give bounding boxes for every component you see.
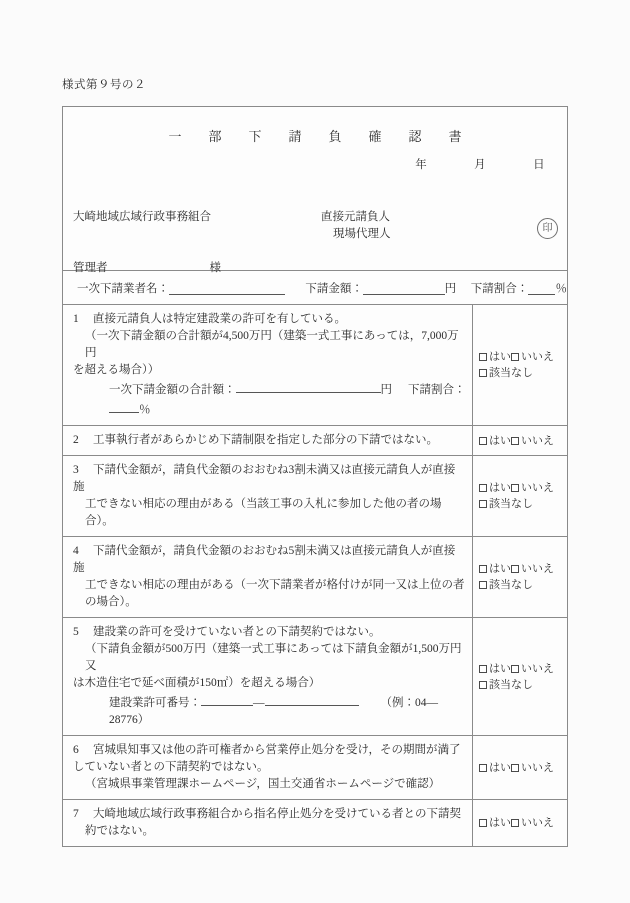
- question-1-text: [63, 305, 473, 425]
- question-5-text: [63, 618, 473, 735]
- q7-no-label: いいえ: [521, 817, 554, 829]
- question-5-line-1: 建設業の許可を受けていない者との下請契約ではない。: [93, 626, 381, 638]
- sub-amount-unit: 円: [444, 282, 457, 295]
- checkbox-q7-yes[interactable]: [479, 819, 487, 827]
- q1-total-input[interactable]: [236, 379, 381, 393]
- q1-yes-label: はい: [489, 351, 511, 363]
- addressee-organization: 大崎地域広域行政事務組合: [73, 211, 211, 223]
- q5-no-label: いいえ: [521, 662, 554, 675]
- checkbox-q5-yes[interactable]: [479, 665, 487, 673]
- checkbox-q3-yes[interactable]: [479, 484, 487, 492]
- q3-na-label: 該当なし: [489, 498, 533, 510]
- addressee-block: [73, 175, 221, 311]
- sub-amount-input[interactable]: [363, 281, 445, 295]
- q5-license-input-prefix[interactable]: [201, 692, 253, 706]
- question-3-line-2: 工できない相応の理由がある（当該工事の入札に参加した他の者の場合）。: [85, 498, 442, 527]
- question-3-line-1: 下請代金額が，請負代金額のおおむね3割未満又は直接元請負人が直接施: [73, 464, 456, 493]
- question-row-3: [63, 456, 567, 537]
- form-header-block: [63, 107, 567, 274]
- q2-yes-label: はい: [489, 434, 511, 447]
- form-number: 様式第９号の２: [62, 79, 146, 91]
- question-5-detail-line: [73, 692, 466, 729]
- question-5-line-3: は木造住宅で延べ面積が150㎡）を超える場合）: [73, 677, 321, 689]
- question-1-line-1: 直接元請負人は特定建設業の許可を有している。: [93, 313, 346, 325]
- addressee-honorific: 様: [209, 262, 221, 274]
- question-3-number: 3: [73, 464, 79, 476]
- q1-total-label: 一次下請金額の合計額：: [109, 384, 236, 396]
- q1-ratio-label: 下請割合：: [408, 384, 466, 396]
- addressee-role-row: [73, 260, 221, 277]
- question-5-line-2: （下請負金額が500万円（建築一式工事にあっては下請負金額が1,500万円又: [85, 643, 462, 672]
- question-row-2: [63, 426, 567, 456]
- seal-stamp-icon: 印: [537, 218, 558, 239]
- prime-contractor-label: 直接元請負人: [321, 211, 390, 223]
- q4-no-label: いいえ: [521, 563, 554, 575]
- question-7-text: [63, 800, 473, 846]
- q2-no-label: いいえ: [521, 434, 554, 447]
- question-7-number: 7: [73, 808, 79, 820]
- q5-yes-label: はい: [489, 662, 511, 675]
- q3-no-label: いいえ: [521, 482, 554, 494]
- checkbox-q5-na[interactable]: [479, 681, 487, 689]
- question-5-number: 5: [73, 626, 79, 638]
- question-row-4: [63, 537, 567, 618]
- question-1-detail-line: [73, 379, 466, 419]
- question-2-number: 2: [73, 434, 79, 446]
- checkbox-q3-na[interactable]: [479, 500, 487, 508]
- checkbox-q4-no[interactable]: [511, 565, 519, 573]
- checkbox-q6-yes[interactable]: [479, 764, 487, 772]
- question-2-answers: [473, 426, 567, 455]
- question-4-number: 4: [73, 545, 79, 557]
- question-row-1: [63, 305, 567, 426]
- question-2-line-1: 工事執行者があらかじめ下請制限を指定した部分の下請ではない。: [93, 434, 438, 446]
- question-4-text: [63, 537, 473, 617]
- question-4-answers: [473, 537, 567, 617]
- sub-name-label: 一次下請業者名：: [77, 282, 169, 295]
- q6-no-label: いいえ: [521, 761, 554, 774]
- page-title: 一 部 下 請 負 確 認 書: [168, 129, 469, 144]
- question-3-text: [63, 456, 473, 536]
- q5-license-label: 建設業許可番号：: [109, 697, 201, 709]
- question-6-line-2: していない者との下請契約ではない。: [73, 761, 269, 773]
- checkbox-q5-no[interactable]: [511, 665, 519, 673]
- question-2-text: [63, 426, 473, 455]
- q7-yes-label: はい: [489, 817, 511, 829]
- date-line: 年 月 日: [415, 159, 545, 171]
- contractor-block: [321, 209, 391, 243]
- checkbox-q4-yes[interactable]: [479, 565, 487, 573]
- q5-license-separator: —: [253, 697, 265, 709]
- question-6-text: [63, 736, 473, 799]
- question-row-7: [63, 800, 567, 846]
- checkbox-q1-no[interactable]: [511, 353, 519, 361]
- checkbox-q1-yes[interactable]: [479, 353, 487, 361]
- q4-na-label: 該当なし: [489, 579, 533, 591]
- checkbox-q3-no[interactable]: [511, 484, 519, 492]
- sub-ratio-input[interactable]: [528, 281, 555, 295]
- question-7-answers: [473, 800, 567, 846]
- checkbox-q2-no[interactable]: [511, 437, 519, 445]
- question-4-line-2: 工できない相応の理由がある（一次下請業者が格付けが同一又は上位の者: [85, 579, 465, 591]
- question-1-number: 1: [73, 313, 79, 325]
- question-5-answers: [473, 618, 567, 735]
- q1-ratio-unit: ％: [139, 404, 151, 416]
- checkbox-q4-na[interactable]: [479, 581, 487, 589]
- sub-amount-label: 下請金額：: [305, 282, 363, 295]
- q3-yes-label: はい: [489, 482, 511, 494]
- question-4-line-1: 下請代金額が，請負代金額のおおむね5割未満又は直接元請負人が直接施: [73, 545, 456, 574]
- q5-na-label: 該当なし: [489, 678, 533, 691]
- checkbox-q6-no[interactable]: [511, 764, 519, 772]
- sub-ratio-unit: ％: [555, 282, 567, 295]
- question-3-answers: [473, 456, 567, 536]
- checkbox-q2-yes[interactable]: [479, 437, 487, 445]
- question-7-line-2: 約ではない。: [85, 825, 154, 837]
- question-6-number: 6: [73, 744, 79, 756]
- question-4-line-3: の場合）。: [85, 596, 137, 608]
- q4-yes-label: はい: [489, 563, 511, 575]
- question-1-answers: [473, 305, 567, 425]
- q1-na-label: 該当なし: [489, 367, 533, 379]
- question-row-6: [63, 736, 567, 800]
- site-agent-label: 現場代理人: [333, 228, 391, 240]
- question-6-line-1: 宮城県知事又は他の許可権者から営業停止処分を受け，その期間が満了: [93, 744, 461, 756]
- question-6-answers: [473, 736, 567, 799]
- q1-ratio-input[interactable]: [109, 399, 139, 413]
- question-row-5: [63, 618, 567, 736]
- q5-license-example: （例：04—28776）: [109, 697, 438, 726]
- checkbox-q1-na[interactable]: [479, 369, 487, 377]
- q5-license-input-suffix[interactable]: [265, 692, 359, 706]
- question-1-line-3: を超える場合））: [73, 364, 160, 376]
- sub-ratio-label: 下請割合：: [470, 282, 529, 295]
- q6-yes-label: はい: [489, 761, 511, 774]
- confirmation-form-table: [62, 106, 568, 847]
- question-1-line-2: （一次下請金額の合計額が4,500万円（建築一式工事にあっては，7,000万円: [85, 330, 459, 359]
- question-6-line-3: （宮城県事業管理課ホームページ，国土交通省ホームページで確認）: [85, 778, 441, 790]
- q1-no-label: いいえ: [521, 351, 554, 363]
- addressee-role: 管理者: [73, 262, 108, 274]
- q1-total-unit: 円: [380, 384, 392, 396]
- checkbox-q7-no[interactable]: [511, 819, 519, 827]
- question-7-line-1: 大崎地域広域行政事務組合から指名停止処分を受けている者との下請契: [93, 808, 461, 820]
